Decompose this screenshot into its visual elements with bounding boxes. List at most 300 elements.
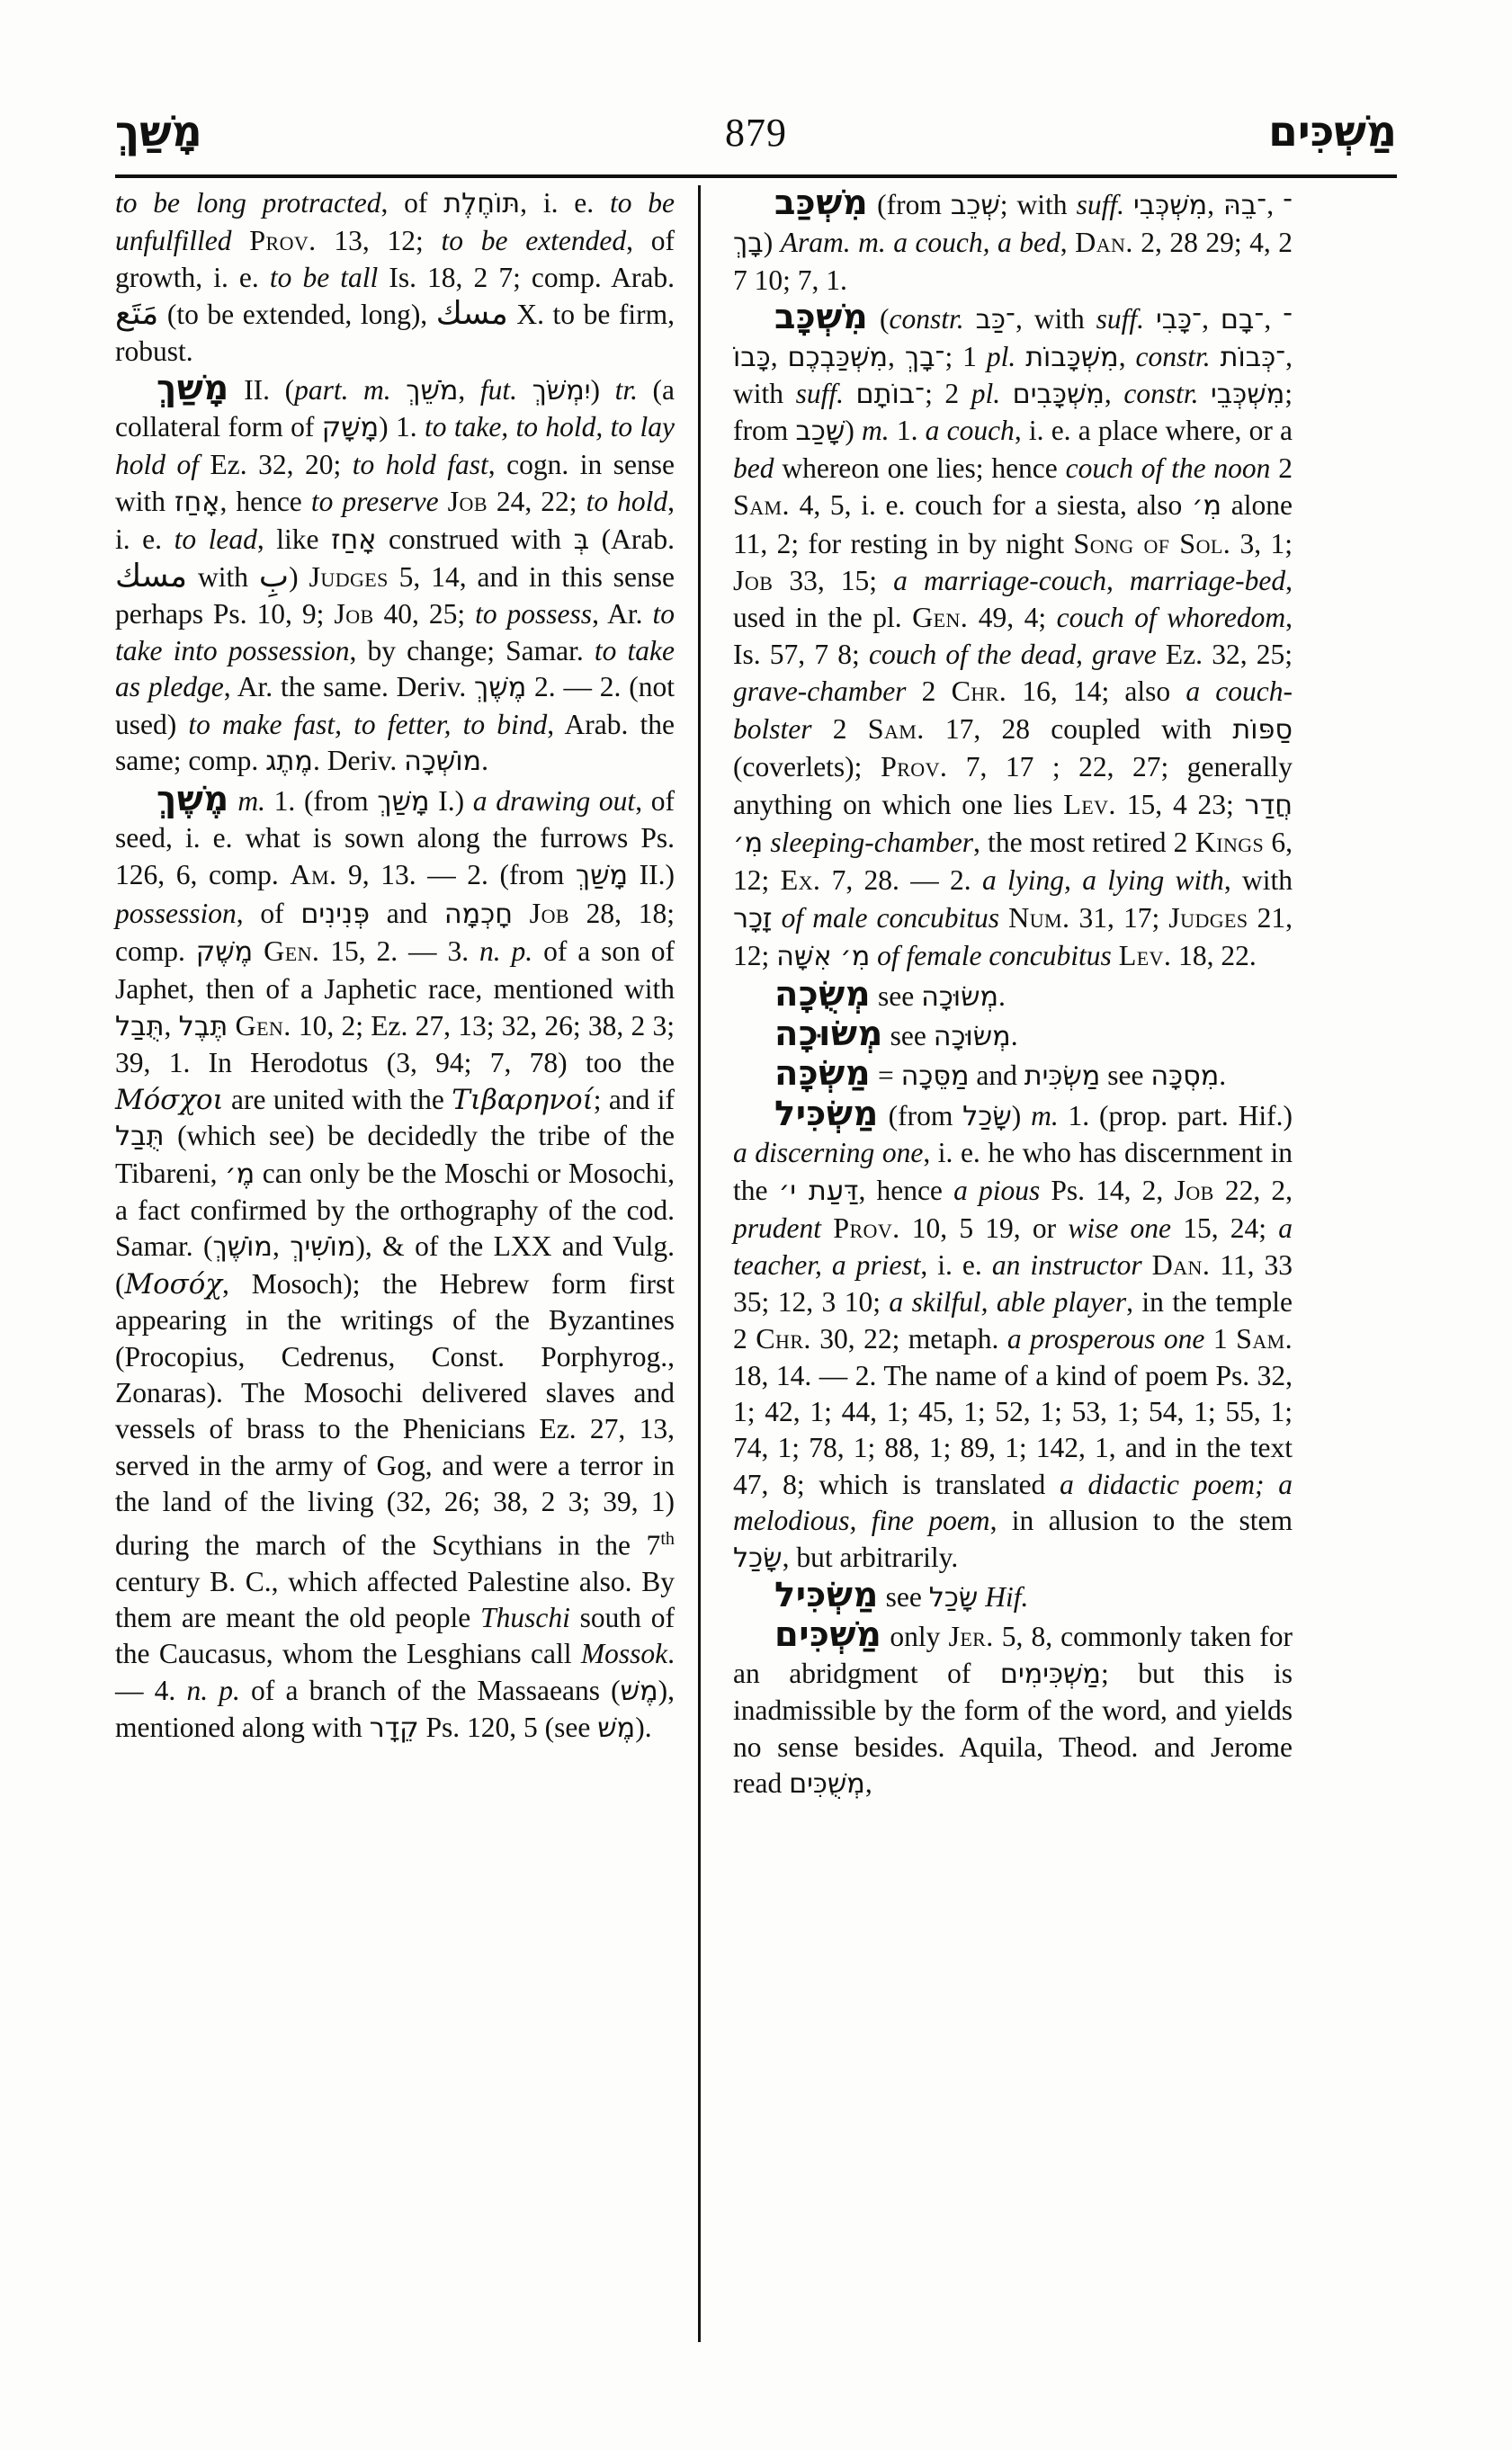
body-text: 5, 8, commonly taken for an abridgment of [733,1621,1293,1689]
entry-mashkim [733,1614,1293,1802]
body-text: , hence [219,486,311,518]
hebrew-form: מַשְׂכִּית [1024,1060,1101,1093]
body-text: , [1207,189,1224,220]
hebrew-form: מָשַׁךְ [377,785,430,818]
hebrew-form: דַּעַת י׳ [778,1175,859,1207]
hebrew-form: ־כְּבוֹת [1220,341,1286,373]
body-text: . [998,979,1006,1012]
hebrew-form: תֶּבֶל [178,1010,228,1042]
gloss-text: possession [115,897,237,929]
body-text: (which see) be decidedly the tribe of the Tibareni, [115,1120,675,1189]
hebrew-form: מֶשׁ [620,1675,658,1707]
body-text: 10, 2; Ez. 27, 13; 32, 26; 38, 2 3; 39, 1. In Herodotus (3, 94; 7, 78) too the [115,1009,675,1079]
body-text: 33, 15; [773,565,894,597]
gloss-text: to possess [475,598,593,630]
body-text: , used in the pl. [733,565,1293,634]
body-text: (coverlets); [733,751,881,783]
body-text: ( [868,303,890,335]
bible-book-abbrev: Prov. [833,1211,900,1244]
body-text: ; 1 [944,340,987,372]
body-text: ; but this is inadmissible by the form of the word, and yields no sense besides. Aquila, Theod. and Jerome read [733,1657,1293,1800]
headword: מַשְׂכִּיל [774,1093,879,1134]
body-text: . Deriv. [312,745,405,777]
bible-book-abbrev: Dan. [1075,226,1133,259]
body-text: see [882,1019,934,1051]
gloss-text: sleeping-chamber [770,826,974,858]
gloss-text: n. p. [479,935,533,968]
bible-book-abbrev: Chr. [756,1322,811,1355]
body-text [1124,189,1133,220]
body-text: century B. C., which affected Palestine also. By them are meant the old people [115,1565,675,1633]
body-text: see [871,979,922,1012]
bible-book-abbrev: Song of Sol. [1073,526,1231,559]
bible-book-abbrev: Gen. [264,934,320,968]
hebrew-form: תֻּבַל [115,1010,165,1042]
body-text: , [458,374,480,407]
gloss-text: to be long protracted [115,187,381,219]
headword: מֶשֶׁךְ [157,778,229,819]
hebrew-form: שְׁכֵב [950,190,1000,221]
body-text: 1 [1204,1323,1237,1355]
body-text: , in the temple 2 [733,1285,1293,1355]
body-text: construed with [376,523,574,555]
greek-form: Τιβαρηνοί [452,1083,594,1116]
body-text: . [481,745,488,777]
gloss-text: a couch [925,415,1015,447]
hebrew-form: שָׂכַל [733,1542,783,1574]
hebrew-form: מֶשֶׁק [195,936,254,969]
entry-mishkab-heb [733,297,1293,975]
body-text: ) [1011,1099,1032,1131]
bible-book-abbrev: Sam. [1236,1322,1293,1355]
body-text: , with [1015,303,1096,335]
body-text: ; 2 [925,378,971,410]
gloss-text: of female concubitus [877,940,1112,972]
bible-book-abbrev: Sam. [733,488,790,522]
body-text: 11, 33 35; 12, 3 10; [733,1249,1293,1318]
body-text: (to be extended, long), [158,299,436,331]
body-text: , hence [858,1174,954,1206]
body-text: , i. e. [115,486,675,555]
left-column [115,185,698,2342]
body-text: , in allusion to the stem [989,1505,1293,1537]
gloss-text: of male concubitus [781,901,1000,934]
greek-form: Μόσχοι [115,1083,224,1116]
body-text [1198,378,1211,409]
hebrew-form: מִשְׁכְּבִי [1132,190,1208,221]
hebrew-form: מִשְׁכְּבֵי [1211,379,1285,411]
body-text: ), mentioned along with [115,1674,675,1744]
gloss-text: couch of the noon [1065,452,1271,484]
gloss-text: a couch-bolster [733,675,1293,745]
entry-maskah [733,1053,1293,1095]
body-text: , Ar. the same. Deriv. [223,671,475,703]
bible-book-abbrev: Judges [1168,900,1248,934]
gloss-text: a skilful, able player [889,1285,1127,1318]
hebrew-form: אָחַז [174,487,220,519]
header-rule [115,174,1397,178]
hebrew-form: מוֹשִׁיךְ [290,1231,356,1264]
body-text: 15, 2. — 3. [319,935,479,968]
gloss-text: couch of whoredom [1056,602,1286,634]
bible-book-abbrev: Prov. [249,224,317,257]
hebrew-form: מֶשׁ [597,1712,636,1745]
hebrew-form: סַפּוֹת [1232,713,1293,746]
body-text: ) [590,374,615,407]
headword: מִשְׁכָּב [774,297,869,338]
body-text: , of growth, i. e. [115,225,675,293]
body-text: (Arab. [589,523,675,555]
gloss-text: bed [733,452,774,484]
hebrew-form: ־כַּב [975,304,1015,336]
running-head [115,86,1397,156]
body-text: 15, 24; [1171,1212,1279,1244]
body-text: Ez. 32, 25; [1156,638,1293,670]
gloss-text: a teacher, a priest [733,1212,1293,1282]
body-text: , [864,1767,872,1800]
running-head-left-hebrew: מָשַׁךְ [115,107,202,156]
body-text: , [1266,189,1284,220]
body-text [870,940,877,971]
gloss-text: to take as pledge [115,634,675,703]
body-text: 31, 17; [1069,901,1169,934]
bible-book-abbrev: Am. [290,858,337,891]
body-text [1144,303,1156,335]
body-text: II.) [628,859,675,891]
body-text: , with [1223,864,1293,897]
headword: מְשֻׂכָה [774,973,872,1015]
body-text: , like [256,523,332,555]
body-text: ). [635,1712,652,1744]
hebrew-form: ־בָם [1220,304,1265,336]
bible-book-abbrev: Gen. [912,601,969,634]
bible-book-abbrev: Kings [1194,825,1265,858]
body-text: 17, 28 coupled with [924,712,1233,745]
body-text: Ez. 32, 20; [199,448,353,480]
body-text: 2 [811,712,868,745]
body-text: I.) [429,784,473,817]
body-text: II. ( [228,374,295,407]
bible-book-abbrev: Num. [1008,900,1070,934]
hebrew-form: בְּ [573,523,590,556]
body-text: only [881,1621,949,1653]
headword: מַשְׂכָּה [774,1053,872,1095]
body-text: 2 [906,675,952,708]
two-column-body [115,185,1397,2342]
body-text: 49, 4; [968,602,1057,634]
body-text: ; with [999,189,1077,220]
gloss-text: a didactic poem; a melodious, fine poem [733,1468,1293,1537]
body-text [232,225,250,256]
gloss-text: wise one [1068,1212,1171,1244]
body-text: 10, 5 19, or [899,1212,1069,1244]
body-text: 18, 22. [1171,940,1257,972]
body-text [1142,1249,1152,1281]
body-text [391,374,407,406]
hebrew-form: ־בוֹתָם [855,379,926,411]
body-text: 40, 25; [373,598,476,630]
page-number: 879 [725,111,787,155]
bible-book-abbrev: Ex. [780,863,821,897]
body-text: , [1104,378,1124,410]
hebrew-form: מִשְׁכָּבוֹת [1025,341,1119,373]
gloss-text: to preserve [310,486,439,518]
entry-maskil-see [733,1575,1293,1616]
greek-form: Μοσόχ [124,1267,223,1301]
body-text: , i. e. [520,187,610,219]
body-text: , but arbitrarily. [782,1541,959,1573]
entry-mesukah-2 [733,1013,1293,1055]
body-text: ), & of the LXX and Vulg. ( [115,1230,675,1300]
arabic-form: مسك [435,295,508,333]
body-text: ; from [733,378,1293,447]
headword: מְשׂוּכָה [774,1013,883,1054]
bible-book-abbrev: Job [1174,1173,1214,1206]
body-text: (a collateral form of [115,374,675,443]
gloss-text: grave-chamber [733,675,907,708]
body-text: south of the Caucasus, whom the Lesghians call [115,1601,675,1670]
bible-book-abbrev: Job [529,896,569,929]
gloss-text: pl. [986,340,1016,372]
hebrew-form: מוֹשֶׁךְ [212,1231,273,1264]
body-text: , of seed, i. e. what is sown along the furrows Ps. 126, 6, comp. [115,784,675,891]
bible-book-abbrev: Jer. [948,1620,994,1653]
hebrew-form: מְשׂוּכָה [921,980,999,1013]
hebrew-form: מַסֵּכָה [900,1060,970,1093]
hebrew-form: מֶ׳ [225,1158,255,1190]
body-text: (from [878,1099,963,1131]
gloss-text: to take into possession [115,598,675,666]
body-text [1112,940,1119,971]
body-text: , [888,340,905,372]
body-text: whereon one lies; hence [774,452,1066,484]
entry-mashak-II [115,368,675,780]
hebrew-form: מָשַׁךְ [575,860,629,892]
body-text: . — 4. [115,1638,675,1706]
body-text: = [871,1060,901,1092]
body-text: ) [845,415,863,447]
body-text: , of [380,187,444,219]
body-text: . [1219,1060,1227,1092]
gloss-text: to lead [174,523,257,555]
body-text: 21, 12; [733,901,1293,972]
body-text [844,378,856,409]
body-text: , cogn. in sense with [115,448,675,518]
body-text: alone 11, 2; for resting in by night [733,489,1293,559]
gloss-text: to hold [586,486,668,518]
hebrew-form: זָכָר [733,902,773,934]
hebrew-form: שָׂכַל [928,1582,979,1614]
gloss-text: to be tall [269,261,379,293]
body-text: , i. e. a place where, or a [1014,415,1293,447]
body-text: 2. — 2. (not used) [115,671,675,740]
hebrew-form: מִ׳ [1191,490,1222,523]
body-text [517,374,532,406]
right-column [698,185,1293,2342]
gloss-text: n. p. [186,1674,240,1706]
body-text: , with [733,340,1293,410]
body-text [1000,378,1013,409]
gloss-text: to be unfulfilled [115,187,675,257]
hebrew-form: מִ׳ אִשָּׁה [776,941,871,973]
entry-mishkab-aram [733,185,1293,299]
body-text: 28, 18; comp. [115,897,675,968]
body-text: 5, 14, and in this sense perhaps Ps. 10, 9; [115,561,675,630]
bible-book-abbrev: Gen. [235,1008,291,1042]
body-text: see [878,1581,929,1614]
hebrew-form: מִשְׁכַּבְכֶם [787,341,889,373]
body-text: , [1202,303,1221,335]
body-text: can only be the Moschi or Mosochi, a fact confirmed by the orthography of the cod. Samar. ( [115,1157,675,1263]
hebrew-form: חָכְמָה [443,898,513,930]
body-text: 7, 28. — 2. [820,864,982,897]
bible-book-abbrev: Job [733,564,774,597]
gloss-text: a pious [953,1174,1041,1206]
gloss-text: a lying, a lying with [981,864,1224,897]
body-text: 1. [889,415,926,447]
gloss-text: Hif. [985,1581,1029,1614]
gloss-text: m. [862,415,890,447]
gloss-text: pl. [971,378,1001,410]
body-text: and [969,1060,1024,1092]
gloss-text: an instructor [991,1249,1142,1282]
hebrew-form: מוֹשְׁכָה [404,746,482,778]
hebrew-form: ־בָךְ [733,190,1293,260]
body-text [513,898,530,929]
gloss-text: to hold fast [352,448,488,480]
entry-meshek [115,778,675,1748]
gloss-text: Thuschi [480,1601,570,1633]
gloss-text: fut. [479,374,517,407]
body-text: , [770,340,788,372]
hebrew-form: תּוֹחֶלֶת [443,188,521,219]
hebrew-form: ־כָּבוֹ [733,304,1293,373]
body-text: Is. 18, 2 7; comp. Arab. [378,261,675,293]
bible-book-abbrev: Dan. [1151,1248,1211,1282]
headword: מָשַׁךְ [157,368,229,409]
hebrew-form: מַשְׁכִּימִים [999,1658,1101,1690]
gloss-text: prudent [733,1212,821,1244]
bible-book-abbrev: Judges [309,560,389,594]
body-text: 2 [1270,452,1293,484]
hebrew-form: קֵדָר [369,1712,419,1745]
gloss-text: to be extended [441,225,627,257]
body-text [1015,341,1025,372]
body-text: 6, 12; [733,826,1293,897]
hebrew-form: מֶשֶׁךְ [474,672,527,704]
body-text [999,902,1008,934]
body-text: X. to be firm, robust. [115,299,675,367]
gloss-text: a discerning one [733,1137,924,1169]
body-text: ) 1. [379,411,425,443]
bible-book-abbrev: Lev. [1118,939,1172,972]
headword: מַשְׂכִּיל [774,1575,879,1616]
body-text: 24, 22; [487,486,586,518]
body-text: ) [289,561,309,594]
gloss-text: suff. [1076,189,1124,220]
body-text: , i. e. he who has discernment in the [733,1137,1293,1206]
gloss-text: a drawing out [472,784,636,817]
body-text: , Ar. [592,598,653,630]
body-text: ; and if [593,1083,675,1115]
body-text: ) [763,227,781,259]
bible-book-abbrev: Chr. [951,675,1007,708]
gloss-text: constr. [1135,340,1211,372]
body-text [229,785,238,817]
body-text [1211,341,1221,372]
gloss-text: Mossok [580,1638,668,1670]
gloss-text: tr. [614,374,638,407]
hebrew-form: שָׂכַל [962,1100,1012,1132]
headword: מַשְׁכִּים [774,1614,882,1656]
bible-book-abbrev: Lev. [1063,787,1116,820]
hebrew-form: יִמְשֹׁךְ [532,375,591,407]
body-text [964,303,976,335]
body-text: 13, 12; [316,225,442,257]
gloss-text: a prosperous one [1007,1323,1205,1355]
body-text: 3, 1; [1230,527,1293,559]
body-text: of a son of Japhet, then of a Japhetic race, mentioned with [115,935,675,1005]
hebrew-form: מֹשֵׁךְ [406,375,459,407]
body-text: 1. (from [264,784,378,817]
body-text: , [1060,227,1076,259]
entry-mashak-1-continued [115,185,675,370]
body-text: with [187,561,259,594]
body-text: . [1010,1019,1018,1051]
body-text: Ps. 120, 5 (see [418,1712,598,1744]
body-text [253,935,264,967]
bible-book-abbrev: Prov. [880,750,948,783]
body-text [821,1212,833,1244]
gloss-text: part. m. [294,374,391,407]
body-text: , Arab. the same; comp. [115,708,675,777]
bible-book-abbrev: Sam. [867,711,925,745]
body-text: , of [236,897,301,929]
body-text: 15, 4 23; [1115,788,1245,820]
gloss-text: suff. [795,378,844,410]
gloss-text: m. [1031,1099,1059,1131]
body-text: , [1118,340,1136,372]
gloss-text: suff. [1096,303,1145,335]
body-text: 2, 28 29; 4, 2 7 10; 7, 1. [733,227,1293,296]
body-text: (from [868,189,951,220]
body-text: , the most retired 2 [973,826,1195,858]
body-text: th [660,1528,675,1549]
hebrew-form: ־בֵהּ [1223,190,1267,221]
hebrew-form: מֶתֶג [265,746,313,778]
body-text: 7, 17 ; 22, 27; generally anything on which one lies [733,751,1293,820]
body-text: 4, 5, i. e. couch for a siesta, also [789,489,1192,522]
body-text: are united with the [223,1083,452,1115]
body-text: , Is. 57, 7 8; [733,602,1293,670]
arabic-form: مسك [115,558,188,595]
hebrew-form: אָחַז [331,523,377,556]
hebrew-form: מְשׂוּכָה [933,1020,1011,1052]
hebrew-form: מָשָׁק [321,412,380,444]
hebrew-form: מִסְכָּה [1150,1060,1220,1093]
running-head-right-hebrew: מַשְׁכִּים [1268,107,1397,156]
body-text: 30, 22; metaph. [810,1323,1007,1355]
body-text: , [164,1009,179,1042]
body-text: 1. (prop. part. Hif.) [1058,1099,1293,1131]
hebrew-form: פְּנִינִים [300,898,371,930]
body-text: , by change; Samar. [349,634,595,666]
body-text: and [370,897,444,929]
body-text: 22, 2, [1213,1174,1293,1206]
body-text: 16, 14; also [1007,675,1186,708]
entry-maskil [733,1093,1293,1577]
body-text [773,902,782,934]
